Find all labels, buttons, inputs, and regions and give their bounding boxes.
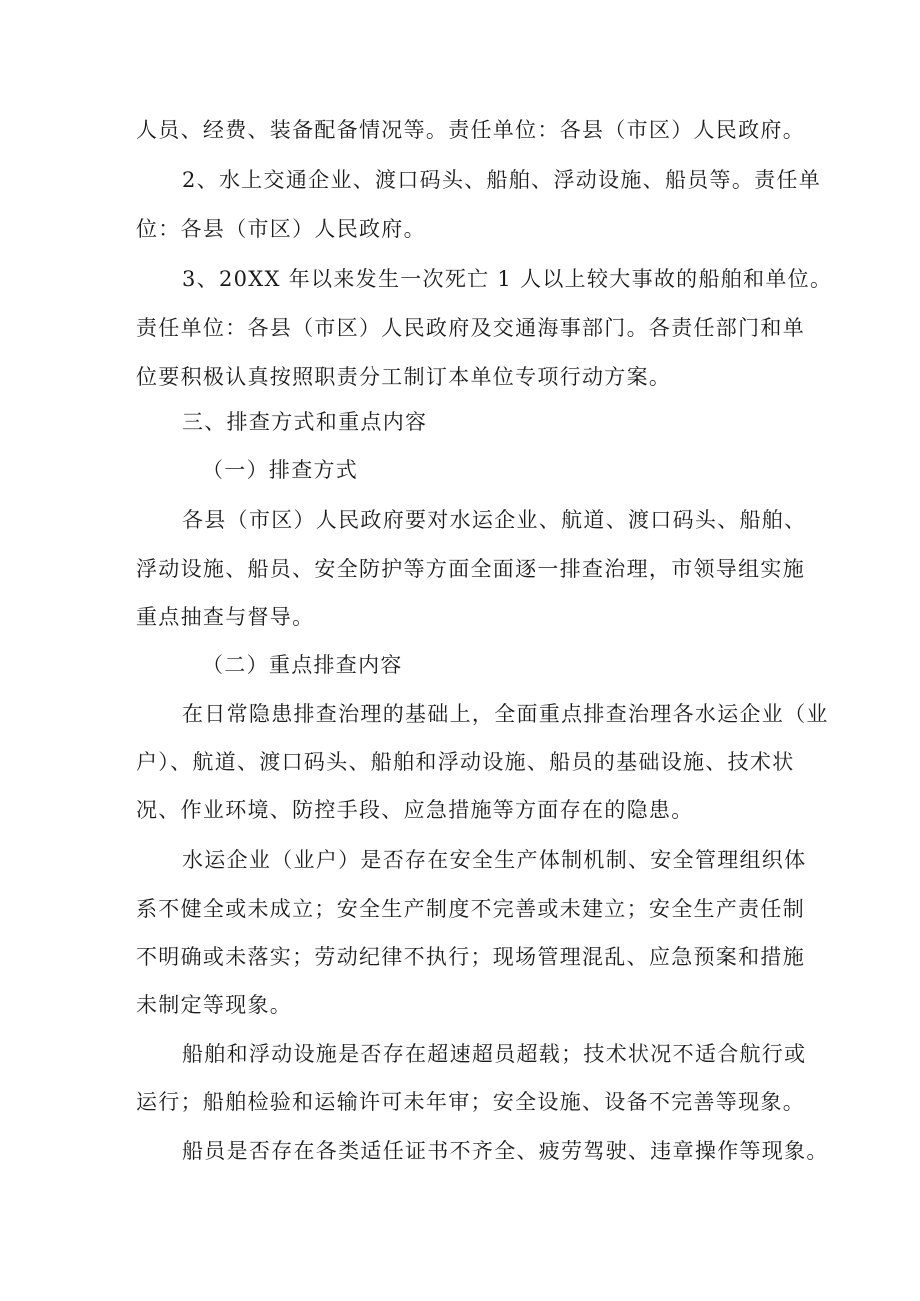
text-line: 责任单位：各县（市区）人民政府及交通海事部门。各责任部门和单 xyxy=(136,316,805,340)
text-line: 未制定等现象。 xyxy=(136,993,293,1017)
text-line: 2、水上交通企业、渡口码头、船舶、浮动设施、船员等。责任单 xyxy=(182,168,822,192)
text-line: 重点抽查与督导。 xyxy=(136,605,315,629)
text-line: 水运企业（业户）是否存在安全生产体制机制、安全管理组织体 xyxy=(182,848,807,872)
text-line: 况、作业环境、防控手段、应急措施等方面存在的隐患。 xyxy=(136,798,694,822)
text-line: 各县（市区）人民政府要对水运企业、航道、渡口码头、船舶、 xyxy=(182,508,807,532)
text-line: 浮动设施、船员、安全防护等方面全面逐一排查治理，市领导组实施 xyxy=(136,557,805,581)
text-line: 船员是否存在各类适任证书不齐全、疲劳驾驶、违章操作等现象。 xyxy=(182,1139,829,1163)
text-line: 在日常隐患排查治理的基础上，全面重点排查治理各水运企业（业 xyxy=(182,702,829,726)
text-line: 船舶和浮动设施是否存在超速超员超载；技术状况不适合航行或 xyxy=(182,1042,807,1066)
text-line: 人员、经费、装备配备情况等。责任单位：各县（市区）人民政府。 xyxy=(136,118,805,142)
subsection-heading: （一）排查方式 xyxy=(202,458,359,482)
text-line: 户）、航道、渡口码头、船舶和浮动设施、船员的基础设施、技术状 xyxy=(136,750,795,774)
section-heading: 三、排查方式和重点内容 xyxy=(182,410,428,434)
text-line: 运行；船舶检验和运输许可未年审；安全设施、设备不完善等现象。 xyxy=(136,1090,805,1114)
text-line: 系不健全或未成立；安全生产制度不完善或未建立；安全生产责任制 xyxy=(136,897,805,921)
text-line: 位：各县（市区）人民政府。 xyxy=(136,217,426,241)
subsection-heading: （二）重点排查内容 xyxy=(202,653,403,677)
text-line: 不明确或未落实；劳动纪律不执行；现场管理混乱、应急预案和措施 xyxy=(136,945,805,969)
text-line: 位要积极认真按照职责分工制订本单位专项行动方案。 xyxy=(136,365,672,389)
text-line: 3、20XX 年以来发生一次死亡 1 人以上较大事故的船舶和单位。 xyxy=(182,267,833,291)
